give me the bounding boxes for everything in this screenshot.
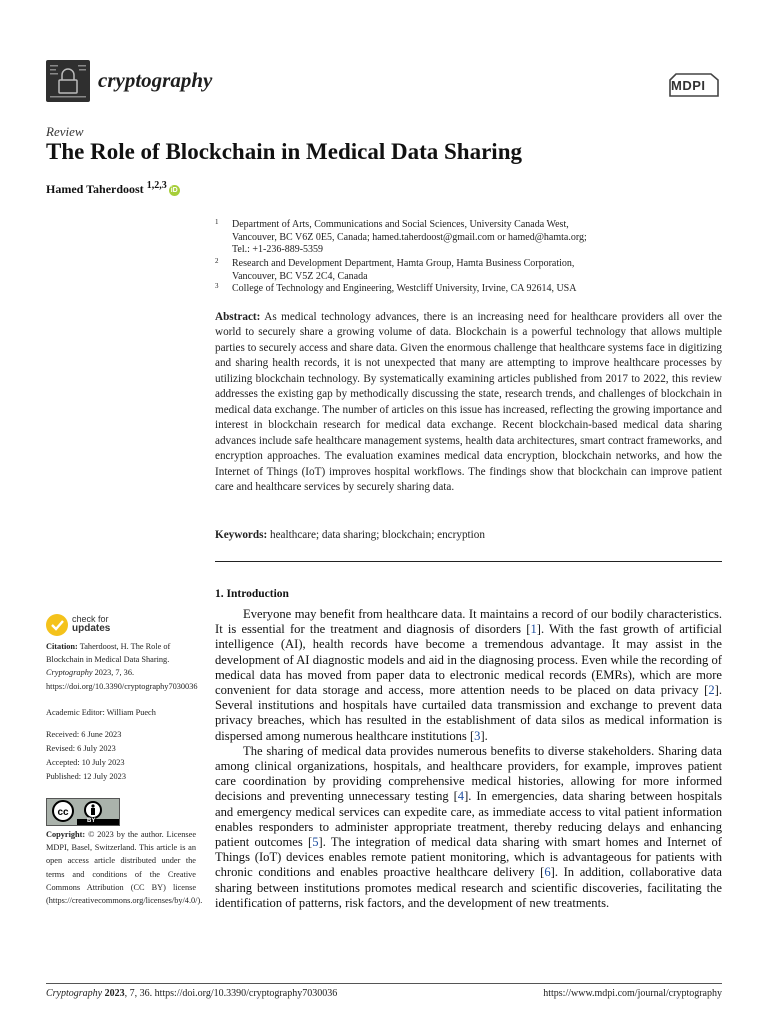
affiliation-2 [215, 258, 635, 283]
citation-link[interactable]: 4 [457, 789, 465, 804]
affiliation-1 [215, 219, 635, 257]
divider [215, 561, 722, 562]
affiliation-number: 2 [215, 257, 219, 265]
affiliation-line: Vancouver, BC V6Z 0E5, Canada; hamed.taherdoost@gmail.com or hamed@hamta.org; [232, 231, 587, 243]
publisher-logo[interactable] [667, 72, 721, 98]
author-line [46, 180, 180, 197]
affiliation-line: Vancouver, BC V5Z 2C4, Canada [232, 270, 368, 282]
abstract [215, 310, 722, 495]
published-date: Published: 12 July 2023 [46, 772, 126, 781]
affiliation-number: 3 [215, 282, 219, 290]
copyright-label: Copyright: [46, 830, 86, 839]
footer-divider [46, 983, 722, 984]
keywords-label: Keywords: [215, 529, 268, 541]
citation-journal: Cryptography [46, 668, 93, 678]
publisher-name: MDPI [671, 78, 706, 93]
introduction-body [215, 607, 722, 911]
cc-by-label: BY [87, 818, 96, 824]
keywords-text: healthcare; data sharing; blockchain; encryption [270, 529, 485, 541]
cc-by-icon [47, 799, 119, 825]
academic-editor: Academic Editor: William Puech [46, 708, 156, 717]
article-type: Review [46, 124, 84, 139]
citation-link[interactable]: 2 [708, 683, 715, 698]
footer-citation [46, 988, 337, 999]
affiliation-line: Research and Development Department, Hamta Group, Hamta Business Corporation, [232, 258, 575, 269]
affiliation-line: Tel.: +1-236-889-5359 [232, 244, 324, 255]
abstract-text: As medical technology advances, there is an increasing need for healthcare providers all over the world to securely share a growing volume of data. Blockchain is a powerful technology that allows multiple parties to securely access and share data. Given the enormous challenge that healthcare systems face in digitizing and sharing health records, it is not unexpected that many are attempting to improve healthcare processes by utilizing blockchain technology. By systematically examining articles published from 2017 to 2022, this review addresses the existing gap by methodically discussing the state, research trends, and challenges of blockchain in medical data exchange. The number of articles on this issue has increased, reflecting the growing importance and interest in blockchain research for medical data exchange. Recent blockchain-based medical data sharing advances include safe healthcare management systems, health data architectures, smart contract frameworks, and encryption approaches. The evaluation examines medical data encryption, blockchain networks, and how the Internet of Things (IoT) improves hospital workflows. The findings show that blockchain can improve patient care and healthcare services by securely sharing data. [215, 311, 722, 493]
accepted-date: Accepted: 10 July 2023 [46, 758, 125, 767]
citation-block [46, 640, 196, 693]
journal-logo [46, 60, 90, 102]
citation-text: Taherdoost, H. The Role of Blockchain in Medical Data Sharing. [46, 642, 171, 665]
text-run: ]. The integration of medical data sharing with smart homes and Internet of Things (IoT) devices enables remote patient monitoring, which is advantageous for patients with chronic conditions and enables proactive healthcare delivery [ [215, 835, 723, 880]
text-run: ]. In emergencies, data sharing between hospitals and emergency medical services can expedite care, as immediate access to vital patient information enables responders to administer appropriate treatment, thereby reducing delays and enhancing patient outcomes [ [215, 789, 722, 850]
footer-journal-url[interactable]: https://www.mdpi.com/journal/cryptography [543, 988, 722, 999]
paragraph-2 [215, 744, 722, 911]
copyright-block [46, 828, 203, 907]
text-run: ]. [480, 728, 488, 743]
citation-doi[interactable]: 2023, 7, 36. https://doi.org/10.3390/cryptography7030036 [46, 668, 198, 691]
text-run: ]. In addition, collaborative data sharing between institutions promotes medical research and scientific discoveries, facilitating the identification of patterns, risk factors, and the development of new treatments. [215, 865, 723, 910]
text-run: ]. Several institutions and hospitals have curtailed data transmission and exchange to prevent data privacy breaches, which has resulted in the establishment of data silos as medical information is dispersed among numerous healthcare institutions [ [215, 683, 722, 743]
affiliation-line: Department of Arts, Communications and Social Sciences, University Canada West, [232, 219, 569, 230]
footer-year: 2023 [104, 988, 125, 999]
citation-link[interactable]: 5 [312, 835, 319, 850]
section-heading: 1. Introduction [215, 588, 289, 600]
citation-link[interactable]: 1 [530, 622, 537, 637]
citation-link[interactable]: 6 [544, 865, 551, 880]
citation-label: Citation: [46, 642, 78, 651]
affiliation-3 [215, 283, 635, 296]
check-updates-text [72, 614, 132, 634]
author-affiliation-numbers: 1,2,3 [146, 180, 167, 191]
padlock-icon [46, 60, 90, 102]
received-date: Received: 6 June 2023 [46, 730, 122, 739]
text-run: ]. With the fast growth of artificial intelligence (AI), health records have become a tremendous advantage. It may assist in the development of AI diagnostic models and aid in the diagnosing process. Even while the recording of medical data has moved from paper data to electronic medical records (EMRs), which are more convenient for data storage and access, more attention needs to be placed on data privacy [ [215, 622, 722, 698]
text-run: The sharing of medical data provides numerous benefits to diverse stakeholders. Sharing data among clinical organizations, hospitals, and healthcare providers, for example, improves patient care coordination by providing comprehensive medical histories, allowing for more informed decisions and preventing unnecessary testing [ [215, 743, 722, 804]
cc-by-license-badge[interactable] [46, 798, 120, 826]
journal-name[interactable]: cryptography [98, 68, 213, 92]
orcid-icon[interactable]: iD [170, 187, 178, 194]
copyright-text: © 2023 by the author. Licensee MDPI, Basel, Switzerland. This article is an open access article distributed under the terms and conditions of the Creative Commons Attribution (CC BY) license (https://creativecommons.org/licenses/by/4.0/). [46, 830, 203, 906]
citation-link[interactable]: 3 [474, 728, 481, 743]
text-run: Everyone may benefit from healthcare data. It maintains a record of our bodily characteristics. It is essential for the treatment and diagnosis of disorders [ [215, 607, 722, 637]
affiliation-number: 1 [215, 218, 219, 226]
keywords [215, 529, 722, 541]
author-name[interactable]: Hamed Taherdoost [46, 182, 144, 196]
check-updates-icon [46, 614, 68, 636]
article-title: The Role of Blockchain in Medical Data Sharing [46, 139, 522, 164]
abstract-label: Abstract: [215, 311, 261, 323]
footer-doi[interactable]: , 7, 36. https://doi.org/10.3390/cryptography7030036 [124, 988, 338, 999]
affiliation-line: College of Technology and Engineering, Westcliff University, Irvine, CA 92614, USA [232, 283, 577, 294]
svg-text:cc: cc [57, 807, 69, 818]
check-line-1: check for [72, 614, 109, 624]
footer-journal: Cryptography [46, 988, 103, 999]
check-line-2: updates [72, 623, 111, 634]
revised-date: Revised: 6 July 2023 [46, 744, 116, 753]
paragraph-1 [215, 607, 722, 744]
